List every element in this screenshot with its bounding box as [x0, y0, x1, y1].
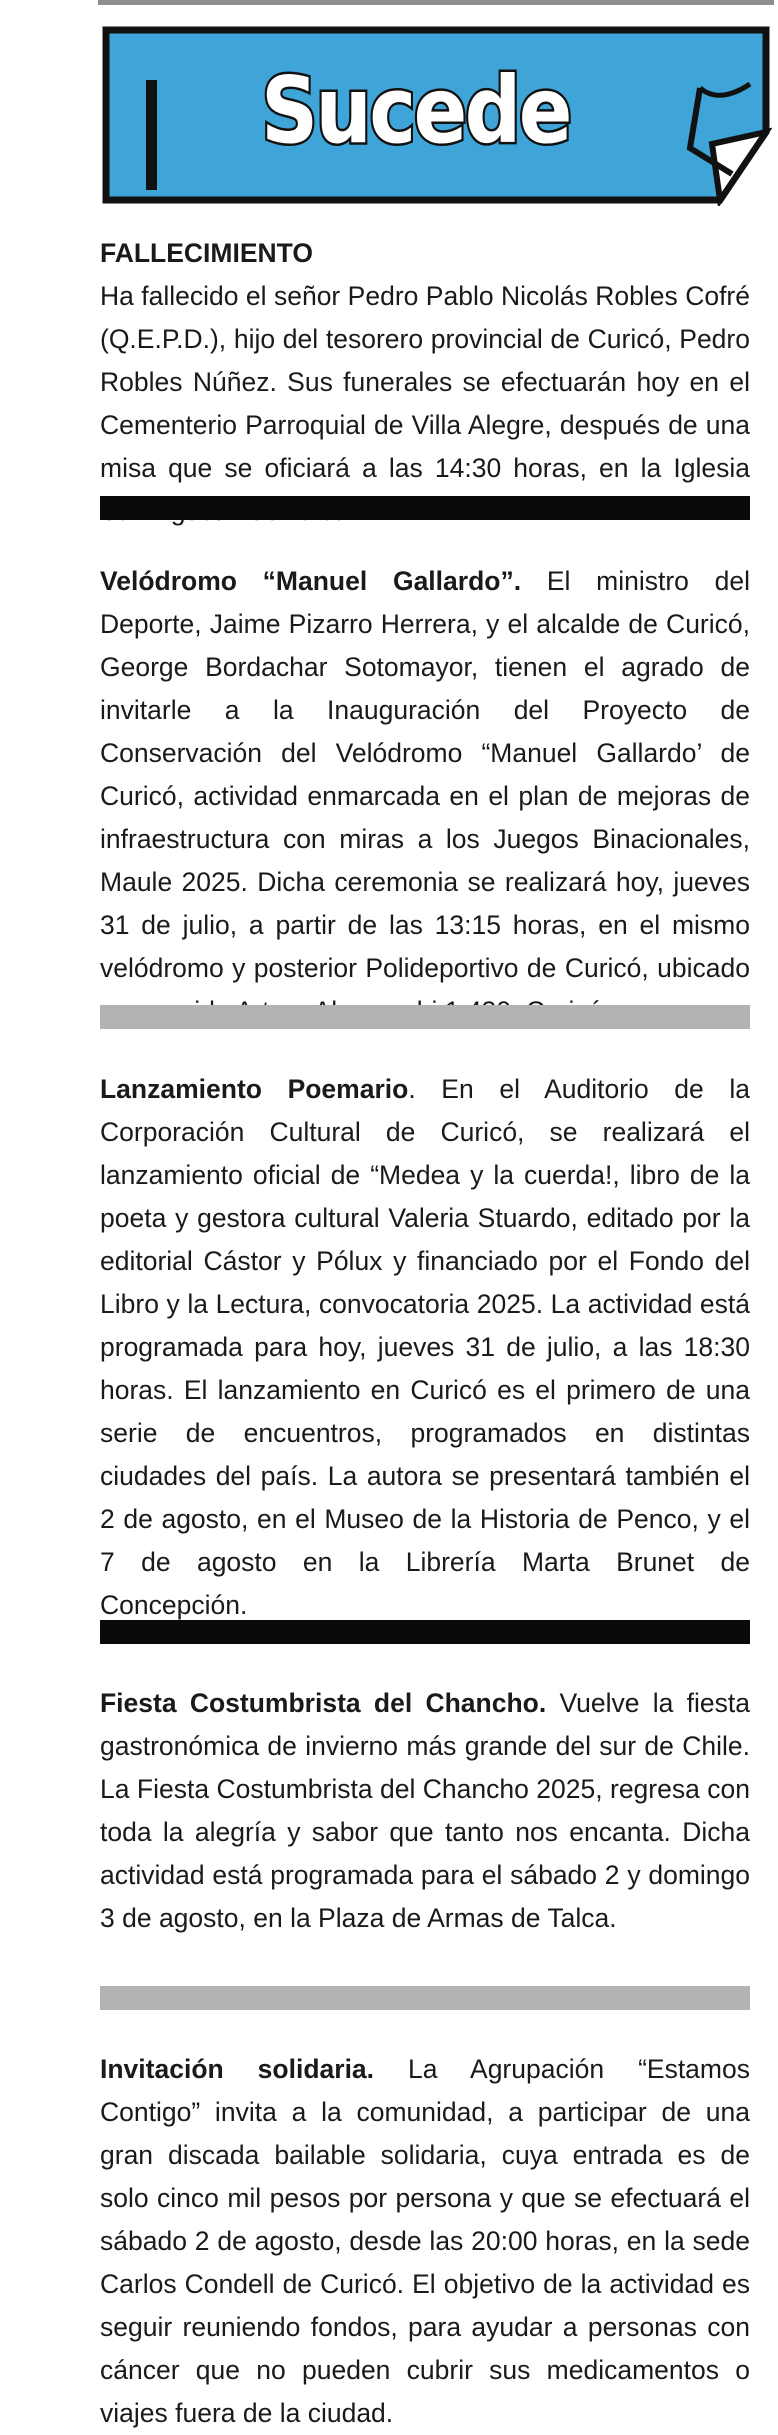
separator-bar [100, 1620, 750, 1644]
article-lead: Lanzamiento Poemario [100, 1074, 409, 1104]
article-poemario [100, 1068, 750, 1627]
article-body: Ha fallecido el señor Pedro Pablo Nicolás Robles Cofré (Q.E.P.D.), hijo del tesorero provincial de Curicó, Pedro Robles Núñez. Sus funerales se efectuarán hoy en el Cementerio Parroquial de Villa Alegre, después de una misa que se oficiará a las 14:30 horas, en la Iglesia [100, 281, 750, 483]
article-body: La Agrupación “Estamos Contigo” invita a la comunidad, a participar de una gran discada bailable solidaria, cuya entrada es de solo cinco mil pesos por persona y que se efectuará el sábado 2 de agosto, desde las 20:00 horas, en la sede Carlos Condell de Curicó. El objetivo de la actividad es seguir reuniendo fondos, para ayudar a personas con cáncer que no pueden cubrir sus medicamentos o viajes fuera de la ciudad. [100, 2054, 750, 2428]
article-body: Vuelve la fiesta gastronómica de invierno más grande del sur de Chile. La Fiesta Costumbrista del Chancho 2025, regresa con toda la alegría y sabor que tanto nos encanta. Dicha actividad está programada para el sábado 2 y domingo 3 de agosto, en la Plaza de Armas de Talca. [100, 1688, 750, 1933]
section-title-text: Sucede [260, 57, 570, 164]
article-lead: Velódromo “Manuel Gallardo”. [100, 566, 522, 596]
article-body: El ministro del Deporte, Jaime Pizarro Herrera, y el alcalde de Curicó, George Bordachar Sotomayor, tienen el agrado de invitarle a la Inauguración del Proyecto de Conservación del Velódromo “Manuel Gallardo’ de Curicó, actividad enmarcada en el plan de mejoras de infraestructura con miras a los Juegos Binacionales, Maule 2025. Dicha ceremonia se realizará hoy, jueves 31 de julio, a partir de las 13:15 horas, en el mismo velódromo y posterior Polideportivo de Curicó, ubicado [100, 566, 750, 983]
article-invitacion-solidaria [100, 2048, 750, 2435]
separator-bar [100, 1986, 750, 2010]
top-rule [98, 0, 774, 5]
section-title [220, 36, 610, 186]
article-kicker: FALLECIMIENTO [100, 238, 313, 268]
article-lead: Fiesta Costumbrista del Chancho. [100, 1688, 547, 1718]
article-fiesta-chancho [100, 1682, 750, 1940]
article-lead: Invitación solidaria. [100, 2054, 375, 2084]
separator-bar [100, 496, 750, 520]
article-body: . En el Auditorio de la Corporación Cultural de Curicó, se realizará el lanzamiento oficial de “Medea y la cuerda!, libro de la poeta y gestora cultural Valeria Stuardo, editado por la editorial Cástor y Pólux y financiado por el Fondo del Libro y la Lectura, convocatoria 2025. La actividad está programada para hoy, jueves 31 de julio, a las 18:30 horas. El lanzamiento en Curicó es el primero de una serie de encuentros, programados en distintas ciudades del país. La autora se presentará también el 2 de agosto, en el Museo de la Historia de Penco, y el 7 de agosto en la Librería Marta Brunet de Concepción. [100, 1074, 750, 1620]
separator-bar [100, 1005, 750, 1029]
article-velodromo [100, 560, 750, 1033]
article-obituary [100, 232, 750, 533]
